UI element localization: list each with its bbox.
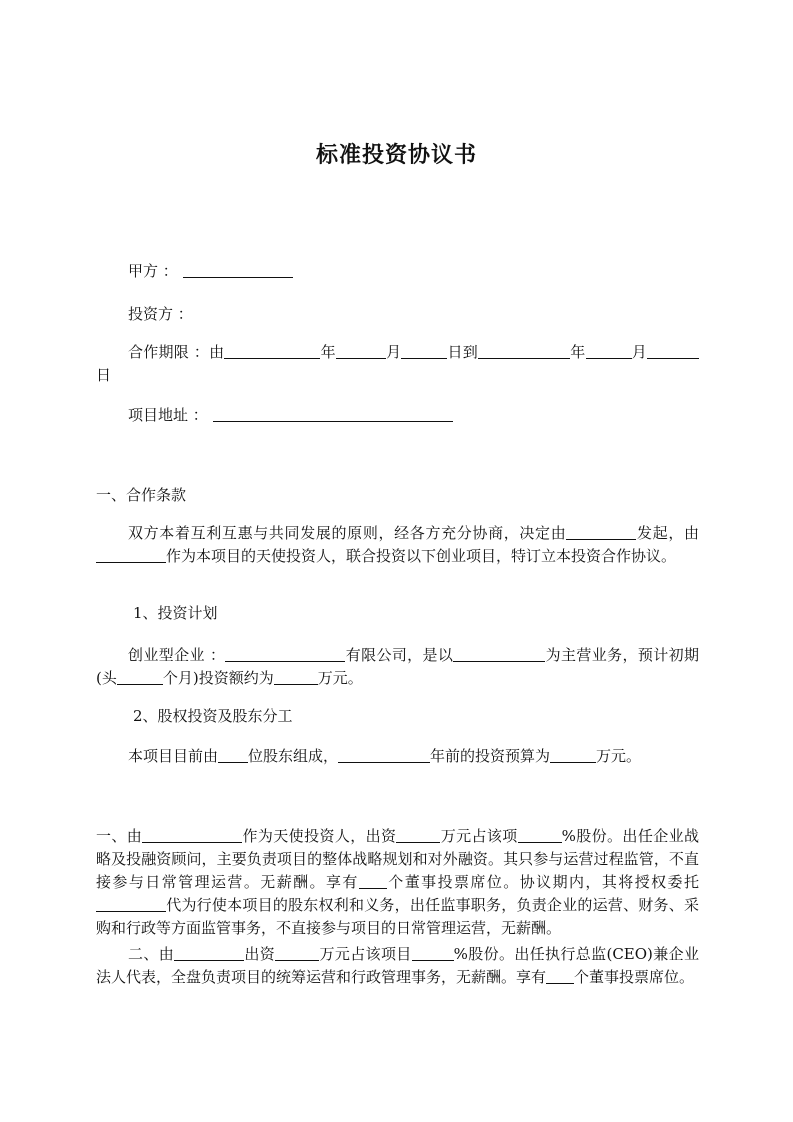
section1-paragraph xyxy=(96,522,699,568)
address-line xyxy=(128,404,731,427)
period-month2-blank[interactable] xyxy=(586,342,632,359)
equity-text-a: 本项目目前由 xyxy=(128,747,219,765)
plan-text-c: 为主营业务，预计初期(头 xyxy=(96,646,699,687)
investment-amount-blank[interactable] xyxy=(274,668,318,685)
clause2-party-blank[interactable] xyxy=(174,944,244,961)
clause2-text-e: 个董事投票席位。 xyxy=(574,968,695,986)
months-blank[interactable] xyxy=(117,668,163,685)
plan-text-a: 创业型企业 ： xyxy=(128,646,226,664)
period-day2-blank[interactable] xyxy=(647,342,699,359)
section1-para-c: 作为本项目的天使投资人，联合投资以下创业项目，特订立本投资合作协议。 xyxy=(166,547,677,565)
plan-paragraph xyxy=(96,644,699,690)
clause2-text-c: 万元占该项目 xyxy=(319,945,412,963)
address-blank[interactable] xyxy=(213,405,453,422)
equity-text-d: 万元。 xyxy=(596,747,642,765)
clause1-text-e: 个董事投票席位。协议期内，其将授权委托 xyxy=(386,873,699,891)
company-name-blank[interactable] xyxy=(225,645,345,662)
angel-investor-blank[interactable] xyxy=(96,546,166,563)
period-month1-blank[interactable] xyxy=(336,342,386,359)
section1-para-b: 发起，由 xyxy=(636,524,699,542)
clause1-text-c: 万元占该项 xyxy=(440,827,518,845)
section1-para-a: 双方本着互利互惠与共同发展的原则，经各方充分协商，决定由 xyxy=(128,524,567,542)
party-a-label: 甲方 ： xyxy=(128,262,178,280)
clause1-amount-blank[interactable] xyxy=(396,826,440,843)
clause1-investor-blank[interactable] xyxy=(142,826,242,843)
clause2-paragraph xyxy=(96,943,699,989)
period-label: 合作期限 ：由 xyxy=(128,343,225,361)
plan-text-b: 有限公司，是以 xyxy=(345,646,454,664)
party-a-blank[interactable] xyxy=(183,261,293,278)
period-year1-label: 年 xyxy=(320,343,336,361)
clause1-paragraph xyxy=(96,825,699,940)
equity-text-c: 年前的投资预算为 xyxy=(430,747,551,765)
clause1-text-f: 代为行使本项目的股东权利和义务，出任监事职务，负责企业的运营、财务、采购和行政等方面监管事务，不直接参与项目的日常管理运营，无薪酬。 xyxy=(96,896,699,937)
clause1-text-d: %股份。出任企业战略及投融资顾问，主要负责项目的整体战略规划和对外融资。其只参与运营过程监管，不直接参与日常管理运营。无薪酬。享有 xyxy=(96,827,699,891)
shareholder-count-blank[interactable] xyxy=(218,746,248,763)
budget-blank[interactable] xyxy=(550,746,596,763)
clause2-text-b: 出资 xyxy=(244,945,276,963)
clause2-percent-blank[interactable] xyxy=(412,944,454,961)
period-year1-blank[interactable] xyxy=(224,342,320,359)
clause1-percent-blank[interactable] xyxy=(518,826,562,843)
party-a-line xyxy=(128,260,731,283)
plan-text-d: 个月)投资额约为 xyxy=(162,669,274,687)
period-day-to-label: 日到 xyxy=(447,343,479,361)
section1-heading: 一、合作条款 xyxy=(96,486,187,504)
equity-text-b: 位股东组成， xyxy=(248,747,339,765)
period-line xyxy=(96,341,699,387)
page-title: 标准投资协议书 xyxy=(315,143,477,168)
initiator-blank[interactable] xyxy=(566,523,636,540)
period-year2-label: 年 xyxy=(570,343,586,361)
main-business-blank[interactable] xyxy=(453,645,545,662)
plan-text-e: 万元。 xyxy=(317,669,363,687)
clause2-amount-blank[interactable] xyxy=(275,944,319,961)
equity-paragraph xyxy=(96,745,699,768)
clause1-text-a: 一、由 xyxy=(96,827,143,845)
clause1-proxy-blank[interactable] xyxy=(96,895,166,912)
period-day1-blank[interactable] xyxy=(401,342,447,359)
clause2-seats-blank[interactable] xyxy=(546,967,574,984)
investor-label: 投资方 ： xyxy=(128,305,193,323)
period-year2-blank[interactable] xyxy=(478,342,570,359)
investor-line xyxy=(128,303,731,326)
address-label: 项目地址 ： xyxy=(128,406,208,424)
years-blank[interactable] xyxy=(338,746,430,763)
plan-heading: 1、投资计划 xyxy=(133,604,218,622)
period-month1-label: 月 xyxy=(385,343,402,361)
period-month2-label: 月 xyxy=(631,343,647,361)
clause2-text-d: %股份。出任执行总监(CEO)兼企业法人代表，全盘负责项目的统筹运营和行政管理事务，无薪酬。享有 xyxy=(96,945,699,986)
equity-heading: 2、股权投资及股东分工 xyxy=(133,707,293,725)
clause1-text-b: 作为天使投资人，出资 xyxy=(242,827,397,845)
period-day2-label: 日 xyxy=(96,366,112,384)
clause1-seats-blank[interactable] xyxy=(359,872,387,889)
clause2-text-a: 二、由 xyxy=(128,945,175,963)
